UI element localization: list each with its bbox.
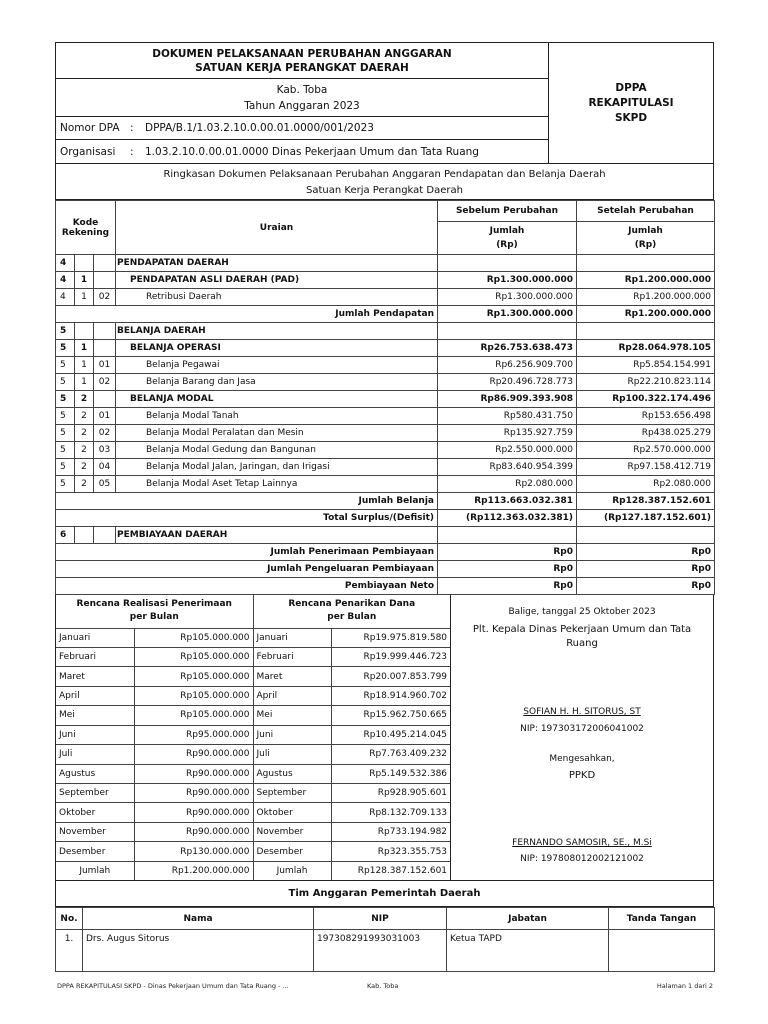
kode-1: 5: [56, 425, 75, 442]
budget-after-value: Rp0: [577, 544, 715, 561]
receipt-month: Juli: [56, 745, 134, 764]
kode-2: 1: [75, 340, 94, 357]
footer-right: Halaman 1 dari 2: [656, 982, 713, 990]
budget-after-value: Rp2.080.000: [577, 476, 715, 493]
kode-rekening-header: Kode Rekening: [56, 201, 116, 255]
receipt-amount: Rp90.000.000: [134, 784, 253, 803]
budget-before-value: Rp0: [438, 544, 577, 561]
budget-row: [56, 272, 715, 289]
kode-1: 5: [56, 476, 75, 493]
budget-before-value: [438, 323, 577, 340]
budget-total-label: Jumlah Pengeluaran Pembiayaan: [56, 561, 438, 578]
receipt-total: Rp1.200.000.000: [134, 861, 253, 880]
monthly-row: [56, 842, 450, 861]
budget-description: Belanja Modal Gedung dan Bangunan: [116, 442, 438, 459]
disbursement-month: Desember: [253, 842, 331, 861]
budget-total-label: Pembiayaan Neto: [56, 578, 438, 595]
kode-3: [94, 272, 116, 289]
kode-2: 2: [75, 442, 94, 459]
disbursement-amount: Rp19.999.446.723: [331, 647, 450, 666]
budget-row: [56, 510, 715, 527]
receipt-month: Januari: [56, 628, 134, 647]
budget-before-value: Rp1.300.000.000: [438, 289, 577, 306]
receipt-month: Mei: [56, 706, 134, 725]
nomor-dpa-value: DPPA/B.1/1.03.2.10.0.00.01.0000/001/2023: [145, 122, 374, 134]
disbursement-amount: Rp928.905.601: [331, 784, 450, 803]
disbursement-total-label: Jumlah: [253, 861, 331, 880]
nomor-dpa-label: Nomor DPA: [60, 122, 120, 134]
team-row: [56, 930, 715, 972]
kode-2: 2: [75, 391, 94, 408]
nomor-dpa-row: Nomor DPA : DPPA/B.1/1.03.2.10.0.00.01.0000/001/2023: [56, 117, 548, 140]
kode-2: 1: [75, 289, 94, 306]
organisasi-row: Organisasi : 1.03.2.10.0.00.01.0000 Dinas Pekerjaan Umum dan Tata Ruang: [56, 140, 548, 163]
monthly-signature-section: [55, 595, 714, 881]
monthly-row: [56, 822, 450, 841]
monthly-row: [56, 628, 450, 647]
kode-1: 5: [56, 357, 75, 374]
kode-3: 02: [94, 425, 116, 442]
disbursement-month: September: [253, 784, 331, 803]
summary-caption: [55, 164, 714, 200]
disbursement-amount: Rp20.007.853.799: [331, 667, 450, 686]
team-signature-header: Tanda Tangan: [609, 908, 715, 930]
signature-name-1: SOFIAN H. H. SITORUS, ST: [523, 707, 641, 717]
budget-before-value: Rp86.909.393.908: [438, 391, 577, 408]
disbursement-amount: Rp733.194.982: [331, 822, 450, 841]
budget-total-label: Jumlah Penerimaan Pembiayaan: [56, 544, 438, 561]
budget-before-value: Rp20.496.728.773: [438, 374, 577, 391]
budget-year: Tahun Anggaran 2023: [244, 100, 360, 112]
disbursement-month: Juni: [253, 725, 331, 744]
monthly-plan-table: [56, 595, 450, 880]
document-type-block: [549, 43, 713, 163]
receipt-month: Februari: [56, 647, 134, 666]
receipt-month: Maret: [56, 667, 134, 686]
budget-after-value: [577, 527, 715, 544]
budget-row: [56, 578, 715, 595]
monthly-row: [56, 725, 450, 744]
receipt-month: Juni: [56, 725, 134, 744]
budget-row: [56, 357, 715, 374]
disbursement-amount: Rp5.149.532.386: [331, 764, 450, 783]
team-table: [55, 907, 715, 972]
kode-3: 05: [94, 476, 116, 493]
team-nip-header: NIP: [314, 908, 447, 930]
budget-before-value: Rp2.080.000: [438, 476, 577, 493]
kode-2: 1: [75, 374, 94, 391]
signature-nip-2: NIP: 197808012002121002: [520, 854, 644, 864]
kode-1: 4: [56, 289, 75, 306]
budget-row: [56, 459, 715, 476]
receipt-amount: Rp90.000.000: [134, 745, 253, 764]
receipt-amount: Rp105.000.000: [134, 628, 253, 647]
monthly-row: [56, 706, 450, 725]
summary-line2: Satuan Kerja Perangkat Daerah: [306, 185, 463, 196]
disbursement-amount: Rp18.914.960.702: [331, 686, 450, 705]
budget-before-value: Rp83.640.954.399: [438, 459, 577, 476]
kode-3: 04: [94, 459, 116, 476]
monthly-row: [56, 667, 450, 686]
budget-after-value: Rp1.200.000.000: [577, 272, 715, 289]
document-type-rekap: REKAPITULASI: [588, 96, 674, 109]
budget-row: [56, 544, 715, 561]
signature-date: Balige, tanggal 25 Oktober 2023: [508, 607, 656, 617]
kode-3: [94, 340, 116, 357]
disbursement-month: Mei: [253, 706, 331, 725]
budget-description: PEMBIAYAAN DAERAH: [116, 527, 438, 544]
disbursement-month: November: [253, 822, 331, 841]
kode-3: [94, 323, 116, 340]
monthly-row: [56, 764, 450, 783]
budget-row: [56, 425, 715, 442]
receipt-month: April: [56, 686, 134, 705]
receipt-amount: Rp90.000.000: [134, 822, 253, 841]
kode-2: 2: [75, 476, 94, 493]
kode-3: [94, 527, 116, 544]
disbursement-plan-header: Rencana Penarikan Dana per Bulan: [253, 595, 450, 628]
budget-row: [56, 374, 715, 391]
approval-label: Mengesahkan,: [549, 754, 615, 764]
ppkd-label: PPKD: [568, 770, 596, 781]
budget-before-value: [438, 527, 577, 544]
kode-3: [94, 391, 116, 408]
budget-after-value: Rp100.322.174.496: [577, 391, 715, 408]
kode-1: 5: [56, 459, 75, 476]
receipt-month: Agustus: [56, 764, 134, 783]
budget-row: [56, 476, 715, 493]
budget-after-value: Rp128.387.152.601: [577, 493, 715, 510]
kode-3: 03: [94, 442, 116, 459]
kode-2: 2: [75, 408, 94, 425]
document-title-line2: SATUAN KERJA PERANGKAT DAERAH: [195, 62, 409, 74]
budget-before-value: Rp0: [438, 561, 577, 578]
budget-before-value: Rp113.663.032.381: [438, 493, 577, 510]
budget-before-value: [438, 255, 577, 272]
budget-after-value: [577, 323, 715, 340]
budget-row: [56, 306, 715, 323]
budget-before-value: Rp2.550.000.000: [438, 442, 577, 459]
disbursement-month: Maret: [253, 667, 331, 686]
receipt-month: Desember: [56, 842, 134, 861]
disbursement-month: Agustus: [253, 764, 331, 783]
after-jumlah-header: Jumlah (Rp): [577, 222, 715, 255]
receipt-month: November: [56, 822, 134, 841]
budget-after-value: Rp28.064.978.105: [577, 340, 715, 357]
budget-row: [56, 391, 715, 408]
budget-before-value: Rp0: [438, 578, 577, 595]
receipt-plan-header: Rencana Realisasi Penerimaan per Bulan: [56, 595, 253, 628]
kode-3: 02: [94, 374, 116, 391]
budget-row: [56, 493, 715, 510]
kode-2: [75, 255, 94, 272]
disbursement-amount: Rp7.763.409.232: [331, 745, 450, 764]
signature-position: Plt. Kepala Dinas Pekerjaan Umum dan Tata Ruang: [472, 624, 692, 649]
budget-after-value: Rp0: [577, 578, 715, 595]
team-title: Tim Anggaran Pemerintah Daerah: [55, 881, 714, 907]
signature-nip-1: NIP: 197303172006041002: [520, 724, 644, 734]
budget-description: Belanja Modal Jalan, Jaringan, dan Irigasi: [116, 459, 438, 476]
disbursement-month: April: [253, 686, 331, 705]
monthly-row: [56, 745, 450, 764]
monthly-row: [56, 686, 450, 705]
before-header: Sebelum Perubahan: [438, 201, 577, 222]
organisasi-label: Organisasi: [60, 145, 116, 158]
budget-description: Belanja Modal Tanah: [116, 408, 438, 425]
budget-after-value: Rp0: [577, 561, 715, 578]
budget-before-value: (Rp112.363.032.381): [438, 510, 577, 527]
disbursement-month: Februari: [253, 647, 331, 666]
budget-description: Belanja Modal Peralatan dan Mesin: [116, 425, 438, 442]
budget-after-value: Rp97.158.412.719: [577, 459, 715, 476]
disbursement-amount: Rp8.132.709.133: [331, 803, 450, 822]
kode-3: 02: [94, 289, 116, 306]
disbursement-month: Oktober: [253, 803, 331, 822]
team-position: Ketua TAPD: [447, 930, 609, 972]
budget-after-value: Rp153.656.498: [577, 408, 715, 425]
disbursement-amount: Rp15.962.750.665: [331, 706, 450, 725]
kode-2: [75, 527, 94, 544]
budget-before-value: Rp6.256.909.700: [438, 357, 577, 374]
budget-description: Belanja Modal Aset Tetap Lainnya: [116, 476, 438, 493]
document-type-dppa: DPPA: [615, 81, 647, 94]
document-title-line1: DOKUMEN PELAKSANAAN PERUBAHAN ANGGARAN: [152, 48, 452, 60]
receipt-amount: Rp130.000.000: [134, 842, 253, 861]
before-jumlah-header: Jumlah (Rp): [438, 222, 577, 255]
budget-description: BELANJA DAERAH: [116, 323, 438, 340]
budget-after-value: Rp5.854.154.991: [577, 357, 715, 374]
receipt-amount: Rp105.000.000: [134, 706, 253, 725]
team-nip: 197308291993031003: [314, 930, 447, 972]
kode-1: 6: [56, 527, 75, 544]
budget-total-label: Total Surplus/(Defisit): [56, 510, 438, 527]
disbursement-amount: Rp10.495.214.045: [331, 725, 450, 744]
monthly-total-row: [56, 861, 450, 880]
kode-3: 01: [94, 357, 116, 374]
budget-before-value: Rp1.300.000.000: [438, 272, 577, 289]
budget-total-label: Jumlah Belanja: [56, 493, 438, 510]
team-position-header: Jabatan: [447, 908, 609, 930]
kode-1: 5: [56, 391, 75, 408]
document: [55, 42, 714, 972]
document-title-block: [56, 43, 548, 79]
disbursement-total: Rp128.387.152.601: [331, 861, 450, 880]
receipt-amount: Rp90.000.000: [134, 764, 253, 783]
receipt-total-label: Jumlah: [56, 861, 134, 880]
budget-before-value: Rp580.431.750: [438, 408, 577, 425]
kode-1: 5: [56, 340, 75, 357]
budget-description: Belanja Pegawai: [116, 357, 438, 374]
monthly-row: [56, 647, 450, 666]
budget-row: [56, 408, 715, 425]
budget-after-value: Rp1.200.000.000: [577, 306, 715, 323]
kode-1: 5: [56, 442, 75, 459]
region-name: Kab. Toba: [276, 84, 328, 96]
budget-table: [55, 200, 715, 595]
budget-after-value: (Rp127.187.152.601): [577, 510, 715, 527]
kode-2: 2: [75, 459, 94, 476]
team-no-header: No.: [56, 908, 83, 930]
receipt-amount: Rp105.000.000: [134, 667, 253, 686]
after-header: Setelah Perubahan: [577, 201, 715, 222]
budget-row: [56, 527, 715, 544]
receipt-month: Oktober: [56, 803, 134, 822]
team-no: 1.: [56, 930, 83, 972]
kode-1: 4: [56, 272, 75, 289]
budget-description: Retribusi Daerah: [116, 289, 438, 306]
kode-2: [75, 323, 94, 340]
footer-left: DPPA REKAPITULASI SKPD - Dinas Pekerjaan Umum dan Tata Ruang - ...: [57, 982, 289, 990]
budget-total-label: Jumlah Pendapatan: [56, 306, 438, 323]
budget-row: [56, 561, 715, 578]
budget-after-value: Rp2.570.000.000: [577, 442, 715, 459]
uraian-header: Uraian: [116, 201, 438, 255]
kode-1: 4: [56, 255, 75, 272]
receipt-amount: Rp105.000.000: [134, 686, 253, 705]
kode-3: 01: [94, 408, 116, 425]
document-header: [55, 42, 714, 164]
budget-description: BELANJA MODAL: [116, 391, 438, 408]
kode-2: 1: [75, 272, 94, 289]
kode-2: 2: [75, 425, 94, 442]
kode-1: 5: [56, 374, 75, 391]
signature-name-2: FERNANDO SAMOSIR, SE., M.Si: [512, 838, 652, 848]
budget-before-value: Rp135.927.759: [438, 425, 577, 442]
kode-3: [94, 255, 116, 272]
monthly-row: [56, 784, 450, 803]
disbursement-amount: Rp323.355.753: [331, 842, 450, 861]
budget-after-value: [577, 255, 715, 272]
kode-1: 5: [56, 323, 75, 340]
organisasi-value: 1.03.2.10.0.00.01.0000 Dinas Pekerjaan Umum dan Tata Ruang: [145, 145, 479, 158]
budget-row: [56, 289, 715, 306]
disbursement-amount: Rp19.975.819.580: [331, 628, 450, 647]
signature-block: [451, 595, 713, 880]
budget-row: [56, 442, 715, 459]
budget-after-value: Rp22.210.823.114: [577, 374, 715, 391]
disbursement-month: Juli: [253, 745, 331, 764]
budget-row: [56, 323, 715, 340]
team-name-header: Nama: [83, 908, 314, 930]
monthly-row: [56, 803, 450, 822]
receipt-month: September: [56, 784, 134, 803]
budget-description: PENDAPATAN ASLI DAERAH (PAD): [116, 272, 438, 289]
disbursement-month: Januari: [253, 628, 331, 647]
document-type-skpd: SKPD: [614, 111, 648, 124]
budget-after-value: Rp1.200.000.000: [577, 289, 715, 306]
receipt-amount: Rp90.000.000: [134, 803, 253, 822]
budget-description: PENDAPATAN DAERAH: [116, 255, 438, 272]
budget-row: [56, 255, 715, 272]
budget-before-value: Rp26.753.638.473: [438, 340, 577, 357]
budget-before-value: Rp1.300.000.000: [438, 306, 577, 323]
receipt-amount: Rp105.000.000: [134, 647, 253, 666]
footer-center: Kab. Toba: [367, 982, 399, 990]
budget-after-value: Rp438.025.279: [577, 425, 715, 442]
budget-description: BELANJA OPERASI: [116, 340, 438, 357]
region-year-block: [56, 79, 548, 117]
kode-1: 5: [56, 408, 75, 425]
summary-line1: Ringkasan Dokumen Pelaksanaan Perubahan Anggaran Pendapatan dan Belanja Daerah: [163, 169, 606, 180]
budget-row: [56, 340, 715, 357]
team-name: Drs. Augus Sitorus: [83, 930, 314, 972]
receipt-amount: Rp95.000.000: [134, 725, 253, 744]
kode-2: 1: [75, 357, 94, 374]
team-signature: [609, 930, 715, 972]
budget-description: Belanja Barang dan Jasa: [116, 374, 438, 391]
